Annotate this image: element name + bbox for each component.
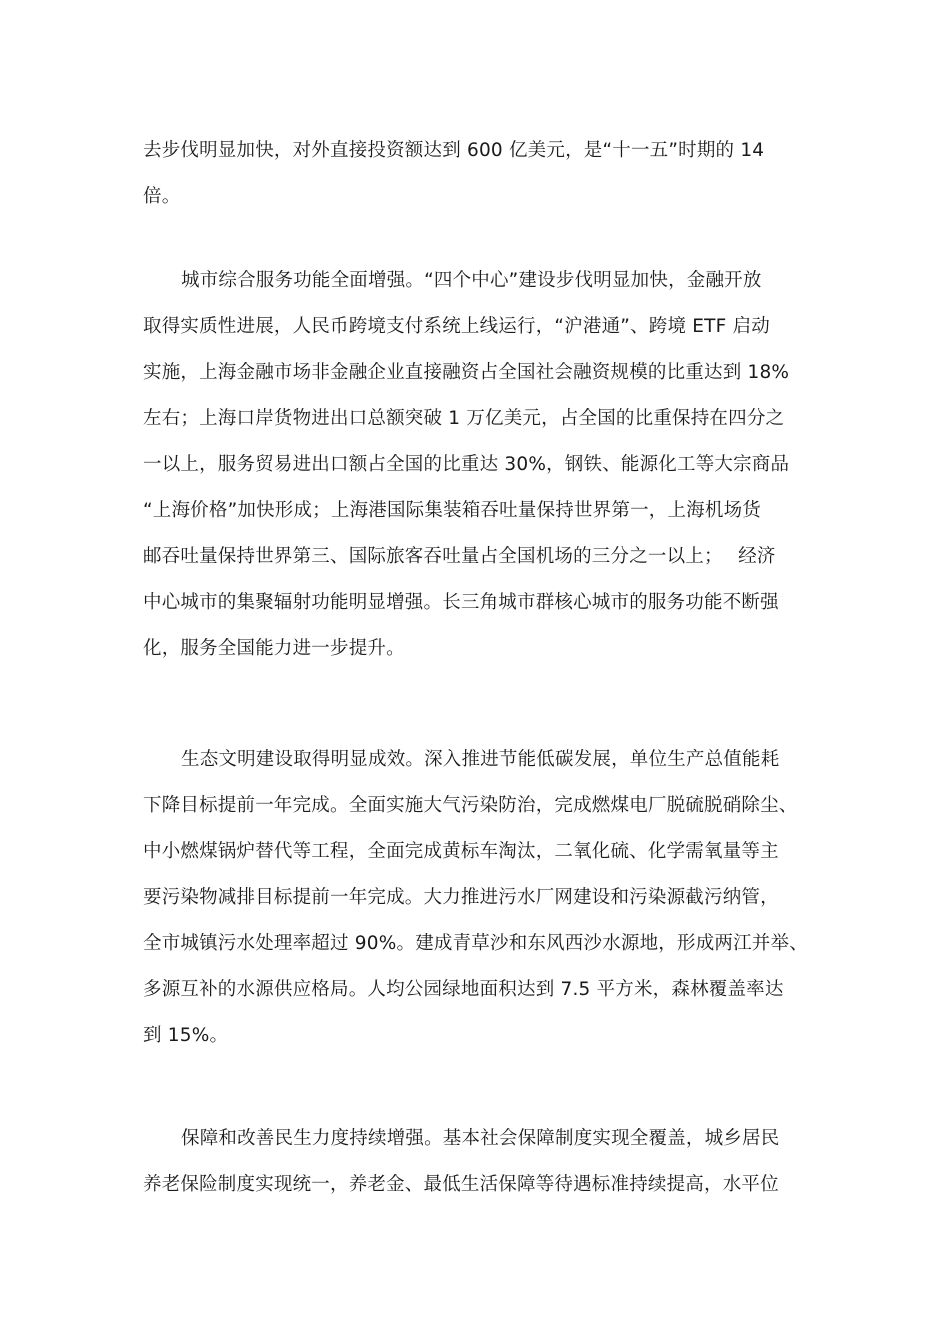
text-line: 下降目标提前一年完成。全面实施大气污染防治，完成燃煤电厂脱硫脱硝除尘、	[143, 795, 798, 816]
text-line: 全市城镇污水处理率超过 90%。建成青草沙和东风西沙水源地，形成两江并举、	[143, 933, 808, 954]
text-line: 邮吞吐量保持世界第三、国际旅客吞吐量占全国机场的三分之一以上； 经济	[143, 546, 776, 567]
text-line: 实施，上海金融市场非金融企业直接融资占全国社会融资规模的比重达到 18%	[143, 362, 790, 383]
paragraph-outbound-investment	[143, 128, 823, 220]
text-line: 生态文明建设取得明显成效。深入推进节能低碳发展，单位生产总值能耗	[181, 749, 780, 770]
text-line: 一以上，服务贸易进出口额占全国的比重达 30%，钢铁、能源化工等大宗商品	[143, 454, 790, 475]
text-line: 多源互补的水源供应格局。人均公园绿地面积达到 7.5 平方米，森林覆盖率达	[143, 979, 784, 1000]
text-line: 到 15%。	[143, 1025, 229, 1046]
text-line: “上海价格”加快形成；上海港国际集装箱吞吐量保持世界第一，上海机场货	[143, 500, 761, 521]
text-line: 保障和改善民生力度持续增强。基本社会保障制度实现全覆盖，城乡居民	[181, 1128, 780, 1149]
text-line: 中心城市的集聚辐射功能明显增强。长三角城市群核心城市的服务功能不断强	[143, 592, 779, 613]
text-line: 倍。	[143, 186, 181, 207]
text-line: 取得实质性进展，人民币跨境支付系统上线运行，“沪港通”、跨境 ETF 启动	[143, 316, 770, 337]
text-line: 左右；上海口岸货物进出口总额突破 1 万亿美元，占全国的比重保持在四分之	[143, 408, 785, 429]
paragraph-livelihood	[143, 1116, 823, 1208]
paragraph-ecology	[143, 737, 823, 1059]
text-line: 化，服务全国能力进一步提升。	[143, 638, 405, 659]
text-line: 城市综合服务功能全面增强。“四个中心”建设步伐明显加快，金融开放	[181, 270, 762, 291]
paragraph-city-services	[143, 258, 823, 672]
text-line: 养老保险制度实现统一，养老金、最低生活保障等待遇标准持续提高，水平位	[143, 1174, 779, 1195]
text-line: 去步伐明显加快，对外直接投资额达到 600 亿美元，是“十一五”时期的 14	[143, 140, 765, 161]
text-line: 要污染物减排目标提前一年完成。大力推进污水厂网建设和污染源截污纳管，	[143, 887, 779, 908]
text-line: 中小燃煤锅炉替代等工程，全面完成黄标车淘汰，二氧化硫、化学需氧量等主	[143, 841, 779, 862]
